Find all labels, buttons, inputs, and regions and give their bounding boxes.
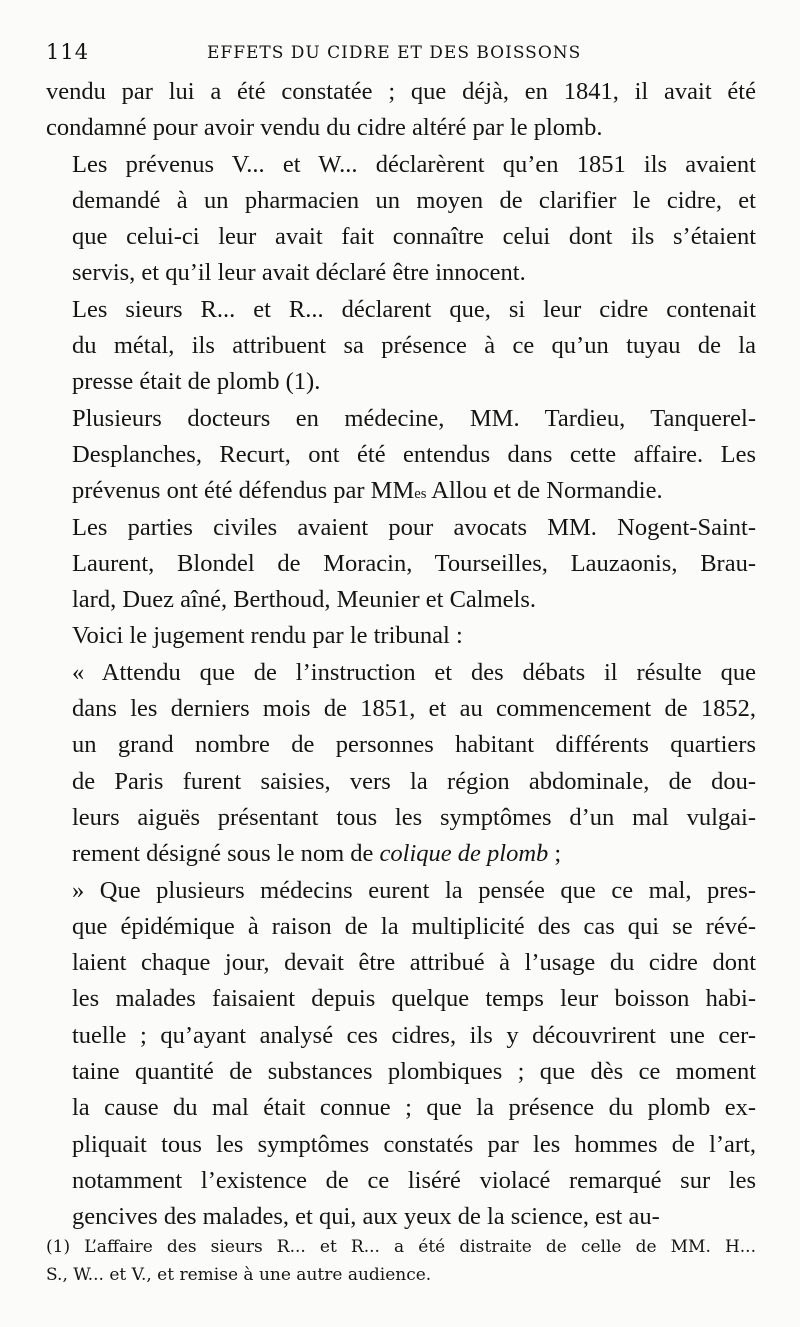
text-line: gencives des malades, et qui, aux yeux de la science, est au- — [72, 1203, 660, 1231]
paragraph — [46, 401, 756, 510]
paragraph — [46, 74, 756, 147]
text-line: Voici le jugement rendu par le tribunal : — [72, 622, 463, 650]
text-line: la cause du mal était connue ; que la présence du plomb ex- — [72, 1094, 756, 1122]
page-header — [46, 40, 756, 70]
text-line: « Attendu que de l’instruction et des débats il résulte que — [72, 658, 756, 686]
text-line: Desplanches, Recurt, ont été entendus dans cette affaire. Les — [72, 440, 756, 468]
text-line: que celui-ci leur avait fait connaître celui dont ils s’étaient — [72, 223, 756, 251]
text-line: leurs aiguës présentant tous les symptômes d’un mal vulgai- — [72, 803, 756, 831]
text-line: Laurent, Blondel de Moracin, Tourseilles, Lauzaonis, Brau- — [72, 549, 756, 577]
text-line: notamment l’existence de ce liséré violacé remarqué sur les — [72, 1166, 756, 1194]
text-line: Les parties civiles avaient pour avocats MM. Nogent-Saint- — [72, 513, 756, 541]
text-line: taine quantité de substances plombiques ; que dès ce moment — [72, 1058, 756, 1086]
text-line: » Que plusieurs médecins eurent la pensée que ce mal, pres- — [72, 876, 756, 904]
text-line: demandé à un pharmacien un moyen de clarifier le cidre, et — [72, 186, 756, 214]
paragraph — [46, 655, 756, 873]
text-line: dans les derniers mois de 1851, et au commencement de 1852, — [72, 695, 756, 723]
text-line: que épidémique à raison de la multiplicité des cas qui se révé- — [72, 912, 756, 940]
text-line: lard, Duez aîné, Berthoud, Meunier et Calmels. — [72, 586, 536, 614]
running-head: EFFETS DU CIDRE ET DES BOISSONS — [207, 43, 582, 63]
text-line: condamné pour avoir vendu du cidre altéré par le plomb. — [46, 114, 603, 142]
text-line: Plusieurs docteurs en médecine, MM. Tardieu, Tanquerel- — [72, 404, 756, 432]
footnote-line: S., W... et V., et remise à une autre audience. — [46, 1265, 432, 1285]
paragraph — [46, 873, 756, 1236]
page-number: 114 — [46, 40, 90, 64]
paragraph — [46, 510, 756, 619]
text-line: vendu par lui a été constatée ; que déjà, en 1841, il avait été — [46, 78, 756, 105]
paragraph — [46, 292, 756, 401]
text-line: rement désigné sous le nom de colique de plomb ; — [72, 840, 562, 868]
text-line: de Paris furent saisies, vers la région abdominale, de dou- — [72, 767, 756, 795]
text-line: les malades faisaient depuis quelque temps leur boisson habi- — [72, 985, 756, 1013]
paragraph — [46, 147, 756, 292]
text-line: du métal, ils attribuent sa présence à ce qu’un tuyau de la — [72, 332, 756, 360]
text-line: presse était de plomb (1). — [72, 368, 321, 396]
text-line: laient chaque jour, devait être attribué à l’usage du cidre dont — [72, 949, 756, 977]
footnote — [46, 1233, 756, 1289]
text-line: servis, et qu’il leur avait déclaré être innocent. — [72, 259, 526, 287]
text-line: tuelle ; qu’ayant analysé ces cidres, ils y découvrirent une cer- — [72, 1021, 756, 1049]
body-text — [46, 74, 756, 1236]
footnote-line: (1) L’affaire des sieurs R... et R... a été distraite de celle de MM. H... — [46, 1237, 756, 1257]
text-line: Les prévenus V... et W... déclarèrent qu’en 1851 ils avaient — [72, 150, 756, 178]
text-line: prévenus ont été défendus par $MM^{es}$ Allou et de Normandie. — [72, 477, 663, 505]
paragraph — [46, 618, 756, 654]
text-line: pliquait tous les symptômes constatés par les hommes de l’art, — [72, 1130, 756, 1158]
text-line: Les sieurs R... et R... déclarent que, si leur cidre contenait — [72, 295, 756, 323]
text-line: un grand nombre de personnes habitant différents quartiers — [72, 731, 756, 759]
